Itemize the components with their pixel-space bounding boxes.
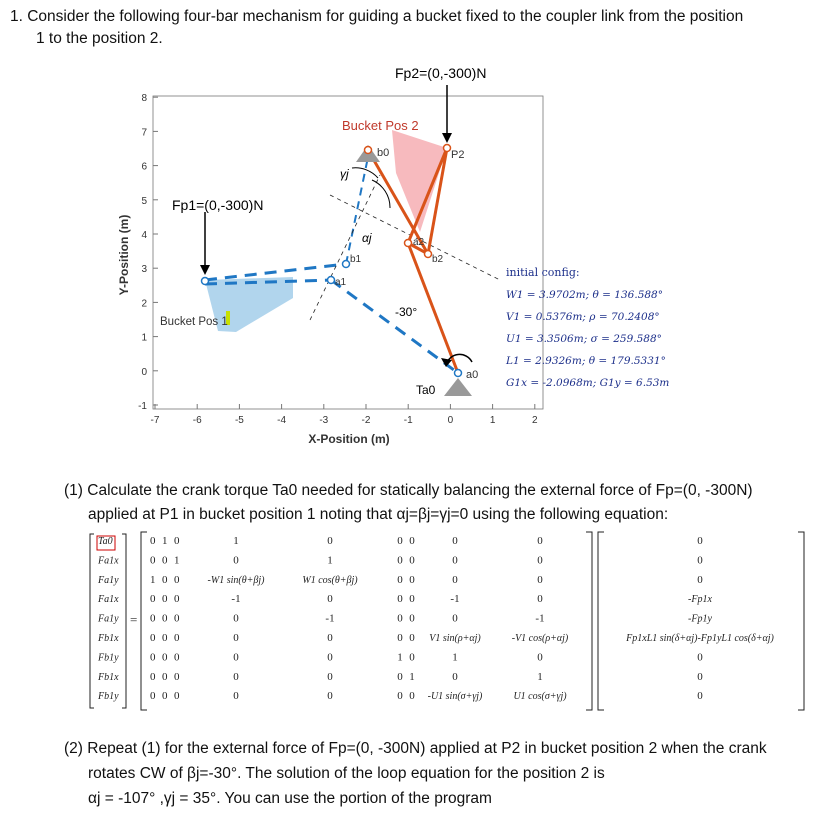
matrix-entry: 1: [327, 554, 333, 567]
matrix-entry: 0: [409, 573, 415, 586]
matrix-entry: 0: [174, 535, 180, 547]
matrix-entry: 1: [150, 573, 156, 586]
matrix-entry: 0: [327, 690, 333, 703]
torque-label: Ta0: [416, 383, 436, 397]
vector-bracket-left: [90, 534, 94, 708]
config-line-4: L1 = 2.9326m; θ = 179.5331°: [506, 355, 666, 367]
matrix-entry: 0: [327, 651, 333, 664]
matrix-entry: 0: [537, 573, 543, 586]
matrix-entry: 0: [233, 554, 239, 567]
matrix-entry: 0: [397, 573, 403, 586]
x-tick-label: -7: [150, 415, 160, 426]
joint-b2: [425, 251, 432, 258]
matrix-entry: 0: [150, 593, 156, 606]
problem-line-2: 1 to the position 2.: [36, 30, 163, 47]
label-alpha: αj: [362, 231, 372, 245]
matrix-entry: 0: [397, 612, 403, 625]
label-b0: b0: [377, 147, 390, 159]
matrix-entry: 0: [327, 535, 333, 547]
unknown-entry: Fb1x: [98, 633, 119, 644]
rhs-entry: -Fp1y: [688, 613, 712, 625]
config-title: initial config:: [506, 266, 580, 279]
question1-line-1: (1) Calculate the crank torque Ta0 needed for statically balancing the external force of Fp=(0, -300N): [64, 482, 753, 499]
matrix-entry: 0: [233, 632, 239, 644]
matrix-entry: 0: [233, 690, 239, 703]
config-line-3: U1 = 3.3506m; σ = 259.588°: [506, 333, 662, 345]
fp2-label: Fp2=(0,-300)N: [395, 65, 487, 81]
unknown-entry: Fb1y: [98, 691, 119, 703]
equilibrium-equation: [0, 528, 825, 713]
matrix-entry: -V1 cos(ρ+αj): [511, 633, 569, 644]
x-tick-label: 1: [489, 415, 496, 426]
x-tick-label: -5: [234, 415, 244, 426]
matrix-entry: 1: [233, 535, 239, 547]
matrix-entry: 0: [397, 670, 403, 683]
matrix-entry: 0: [162, 690, 168, 703]
rhs-bracket-left: [598, 532, 604, 710]
label-b1: b1: [350, 254, 362, 265]
unknown-entry: Ta0: [98, 536, 113, 547]
matrix-entry: -W1 sin(θ+βj): [207, 574, 265, 586]
question2-line-2: rotates CW of βj=-30°. The solution of the loop equation for the position 2 is: [88, 765, 605, 782]
matrix-entry: 0: [162, 554, 168, 567]
coefficient-matrix: [150, 535, 569, 702]
matrix-entry: -1: [450, 593, 460, 606]
rhs-entry: 0: [697, 651, 703, 664]
config-line-5: G1x = -2.0968m; G1y = 6.53m: [506, 377, 670, 389]
rhs-entry: 0: [697, 535, 703, 547]
matrix-entry: -1: [325, 612, 335, 625]
rhs-bracket-right: [798, 532, 804, 710]
matrix-entry: 0: [537, 593, 543, 606]
matrix-entry: W1 cos(θ+βj): [302, 574, 358, 586]
rhs-entry: Fp1xL1 sin(δ+αj)-Fp1yL1 cos(δ+αj): [626, 633, 774, 644]
joint-a1: [328, 277, 335, 284]
y-tick-label: 1: [141, 332, 147, 344]
y-tick-label: 8: [141, 93, 147, 105]
matrix-entry: 0: [409, 632, 415, 644]
matrix-entry: 0: [397, 554, 403, 567]
matrix-entry: 0: [409, 554, 415, 567]
matrix-entry: 0: [537, 535, 543, 547]
matrix-entry: 0: [327, 632, 333, 644]
label-b2: b2: [432, 254, 444, 265]
matrix-entry: 0: [233, 612, 239, 625]
matrix-entry: 0: [150, 651, 156, 664]
matrix-entry: 0: [409, 612, 415, 625]
label-a1: a1: [335, 277, 347, 288]
unknown-entry: Fa1y: [98, 613, 119, 625]
fp1-label: Fp1=(0,-300)N: [172, 197, 264, 213]
angle-label: -30°: [395, 305, 418, 319]
matrix-bracket-left: [141, 532, 147, 710]
matrix-entry: 0: [174, 651, 180, 664]
unknown-vector: [97, 536, 119, 702]
matrix-entry: 0: [174, 573, 180, 586]
matrix-entry: 0: [162, 612, 168, 625]
matrix-entry: 0: [537, 651, 543, 664]
unknown-entry: Fb1y: [98, 652, 119, 664]
x-tick-label: -2: [361, 415, 371, 426]
matrix-entry: 1: [537, 670, 543, 683]
matrix-entry: 0: [162, 632, 168, 644]
matrix-entry: 0: [537, 554, 543, 567]
matrix-entry: 0: [327, 593, 333, 606]
rhs-entry: -Fp1x: [688, 594, 712, 606]
rhs-entry: 0: [697, 573, 703, 586]
matrix-bracket-right: [586, 532, 592, 710]
matrix-entry: 0: [174, 670, 180, 683]
matrix-entry: 0: [233, 670, 239, 683]
joint-P1: [202, 278, 209, 285]
matrix-entry: 0: [162, 670, 168, 683]
joint-P2: [444, 145, 451, 152]
rhs-vector: [625, 535, 774, 702]
x-axis-label: X-Position (m): [308, 432, 390, 446]
matrix-entry: V1 sin(ρ+αj): [429, 633, 481, 644]
matrix-entry: 0: [409, 690, 415, 703]
matrix-entry: 0: [150, 612, 156, 625]
matrix-entry: 0: [409, 593, 415, 606]
matrix-entry: 1: [397, 651, 403, 664]
y-tick-label: 7: [141, 127, 147, 139]
bucket-pos-2-label: Bucket Pos 2: [342, 118, 419, 133]
matrix-entry: 0: [409, 535, 415, 547]
matrix-entry: 0: [397, 593, 403, 606]
matrix-entry: 0: [409, 651, 415, 664]
matrix-entry: 0: [174, 690, 180, 703]
plot-frame: [153, 96, 543, 409]
x-tick-label: -4: [277, 415, 287, 426]
config-line-1: W1 = 3.9702m; θ = 136.588°: [506, 289, 663, 301]
reference-line-2: [310, 175, 380, 320]
matrix-entry: 0: [452, 535, 458, 547]
force-arrowhead-p1: [200, 265, 210, 275]
x-tick-label: 2: [532, 415, 538, 426]
x-tick-label: -6: [192, 415, 202, 426]
problem-line-1: 1. Consider the following four-bar mechanism for guiding a bucket fixed to the coupler link from the position: [10, 8, 744, 25]
matrix-entry: -U1 sin(σ+γj): [427, 691, 483, 703]
unknown-entry: Fb1x: [98, 671, 119, 683]
matrix-entry: 0: [150, 632, 156, 644]
y-tick-label: 4: [141, 230, 147, 241]
matrix-entry: 0: [174, 632, 180, 644]
matrix-entry: 0: [162, 593, 168, 606]
question2-line-3: αj = -107° ,γj = 35°. You can use the portion of the program: [88, 790, 492, 807]
question2-line-1: (2) Repeat (1) for the external force of Fp=(0, -300N) applied at P2 in bucket position 2 when the crank: [64, 740, 767, 757]
matrix-entry: 0: [162, 651, 168, 664]
matrix-entry: -1: [535, 612, 545, 625]
matrix-entry: 0: [452, 670, 458, 683]
rhs-entry: 0: [697, 554, 703, 567]
label-a2: a2: [413, 237, 425, 248]
matrix-entry: 0: [452, 612, 458, 625]
matrix-entry: 0: [397, 632, 403, 644]
vector-bracket-right: [122, 534, 126, 708]
matrix-entry: 1: [409, 670, 415, 683]
y-tick-label: -1: [138, 401, 147, 412]
matrix-entry: U1 cos(σ+γj): [513, 691, 567, 703]
rhs-entry: 0: [697, 690, 703, 703]
unknown-entry: Fa1y: [98, 574, 119, 586]
unknown-entry: Fa1x: [98, 555, 119, 567]
y-axis-label: Y-Position (m): [117, 214, 131, 296]
x-tick-label: -3: [319, 415, 329, 426]
joint-a0: [455, 370, 462, 377]
y-tick-label: 0: [141, 366, 147, 378]
matrix-entry: 0: [150, 670, 156, 683]
unknown-entry: Fa1x: [98, 594, 119, 606]
joint-b0: [365, 147, 372, 154]
force-arrowhead-p2: [442, 133, 452, 143]
x-tick-label: -1: [403, 415, 413, 426]
matrix-entry: 0: [452, 573, 458, 586]
matrix-entry: -1: [231, 593, 241, 606]
matrix-entry: 0: [452, 554, 458, 567]
y-tick-label: 5: [141, 195, 147, 207]
matrix-entry: 0: [397, 690, 403, 703]
x-ticks: [151, 404, 538, 426]
bucket-pos-1-label: Bucket Pos 1: [160, 316, 228, 328]
label-a0: a0: [466, 369, 479, 381]
matrix-entry: 1: [174, 554, 180, 567]
matrix-entry: 0: [233, 651, 239, 664]
y-tick-label: 2: [141, 298, 147, 310]
matrix-entry: 0: [174, 612, 180, 625]
matrix-entry: 0: [162, 573, 168, 586]
matrix-entry: 0: [327, 670, 333, 683]
joint-b1: [343, 261, 350, 268]
matrix-entry: 0: [150, 690, 156, 703]
y-tick-label: 3: [141, 264, 147, 276]
label-gamma: γj: [340, 167, 349, 181]
equals-sign: =: [130, 612, 138, 627]
matrix-entry: 1: [452, 651, 458, 664]
matrix-entry: 0: [150, 535, 156, 547]
config-line-2: V1 = 0.5376m; ρ = 70.2408°: [506, 311, 660, 323]
follower-link-pos1: [346, 157, 368, 264]
x-tick-label: 0: [447, 415, 454, 426]
rhs-entry: 0: [697, 670, 703, 683]
matrix-entry: 0: [174, 593, 180, 606]
y-tick-label: 6: [141, 161, 147, 173]
question1-line-2: applied at P1 in bucket position 1 noting that αj=βj=γj=0 using the following equation:: [88, 506, 669, 523]
matrix-entry: 0: [397, 535, 403, 547]
matrix-entry: 1: [162, 535, 168, 547]
joint-a2: [405, 240, 412, 247]
label-P2: P2: [451, 149, 465, 161]
matrix-entry: 0: [150, 554, 156, 567]
y-ticks: [138, 93, 158, 412]
